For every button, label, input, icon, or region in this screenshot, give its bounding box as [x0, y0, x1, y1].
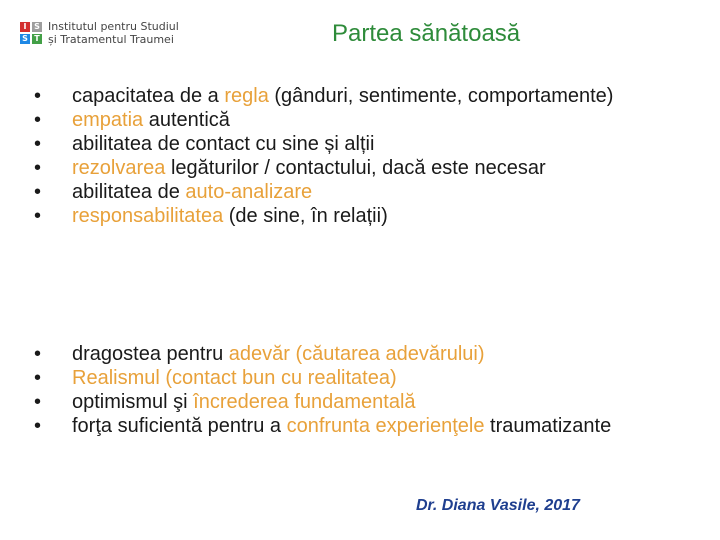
list-item-text: autentică [143, 109, 230, 131]
logo-line-1: Institutul pentru Studiul [48, 20, 179, 33]
bullet-icon: • [34, 85, 42, 107]
logo-mark [20, 22, 42, 44]
bullet-icon: • [34, 391, 42, 413]
bullet-icon: • [34, 109, 42, 131]
list-item-text: abilitatea de contact cu sine și alții [72, 133, 375, 155]
list-item [34, 132, 684, 156]
logo-text [48, 20, 179, 46]
list-item [34, 108, 684, 132]
list-item [34, 156, 684, 180]
list-item-text: traumatizante [484, 415, 612, 437]
highlighted-text: încrederea fundamentală [193, 391, 416, 413]
institute-logo [20, 20, 179, 46]
bullet-icon: • [34, 205, 42, 227]
highlighted-text: rezolvarea [72, 157, 166, 179]
logo-cell: I [20, 22, 30, 32]
list-item [34, 414, 684, 438]
logo-cell: S [32, 22, 42, 32]
healthy-traits-list [34, 84, 684, 228]
list-item-text: capacitatea de a [72, 85, 225, 107]
highlighted-text: adevăr (căutarea adevărului) [228, 343, 485, 365]
bullet-icon: • [34, 181, 42, 203]
core-traits-list [34, 342, 684, 438]
list-item-text: legăturilor / contactului, dacă este necesar [165, 157, 546, 179]
bullet-icon: • [34, 415, 42, 437]
list-item [34, 342, 684, 366]
bullet-icon: • [34, 157, 42, 179]
highlighted-text: confrunta experienţele [286, 415, 485, 437]
list-item-text: (de sine, în relații) [223, 205, 388, 227]
list-item [34, 390, 684, 414]
list-item [34, 366, 684, 390]
bullet-icon: • [34, 133, 42, 155]
logo-line-2: și Tratamentul Traumei [48, 33, 174, 46]
list-item [34, 204, 684, 228]
list-item-text: abilitatea de [72, 181, 186, 203]
highlighted-text: empatia [72, 109, 144, 131]
list-item-text: forţa suficientă pentru a [72, 415, 287, 437]
bullet-icon: • [34, 367, 42, 389]
list-item-text: (gânduri, sentimente, comportamente) [268, 85, 614, 107]
bullet-icon: • [34, 343, 42, 365]
logo-cell: T [32, 34, 42, 44]
highlighted-text: auto-analizare [185, 181, 313, 203]
author-signature: Dr. Diana Vasile, 2017 [416, 497, 580, 514]
list-item-text: optimismul şi [72, 391, 194, 413]
list-item-text: dragostea pentru [72, 343, 229, 365]
highlighted-text: regla [224, 85, 269, 107]
highlighted-text: Realismul (contact bun cu realitatea) [72, 367, 397, 389]
logo-cell: S [20, 34, 30, 44]
list-item [34, 84, 684, 108]
page-title: Partea sănătoasă [332, 20, 521, 47]
highlighted-text: responsabilitatea [72, 205, 224, 227]
list-item [34, 180, 684, 204]
